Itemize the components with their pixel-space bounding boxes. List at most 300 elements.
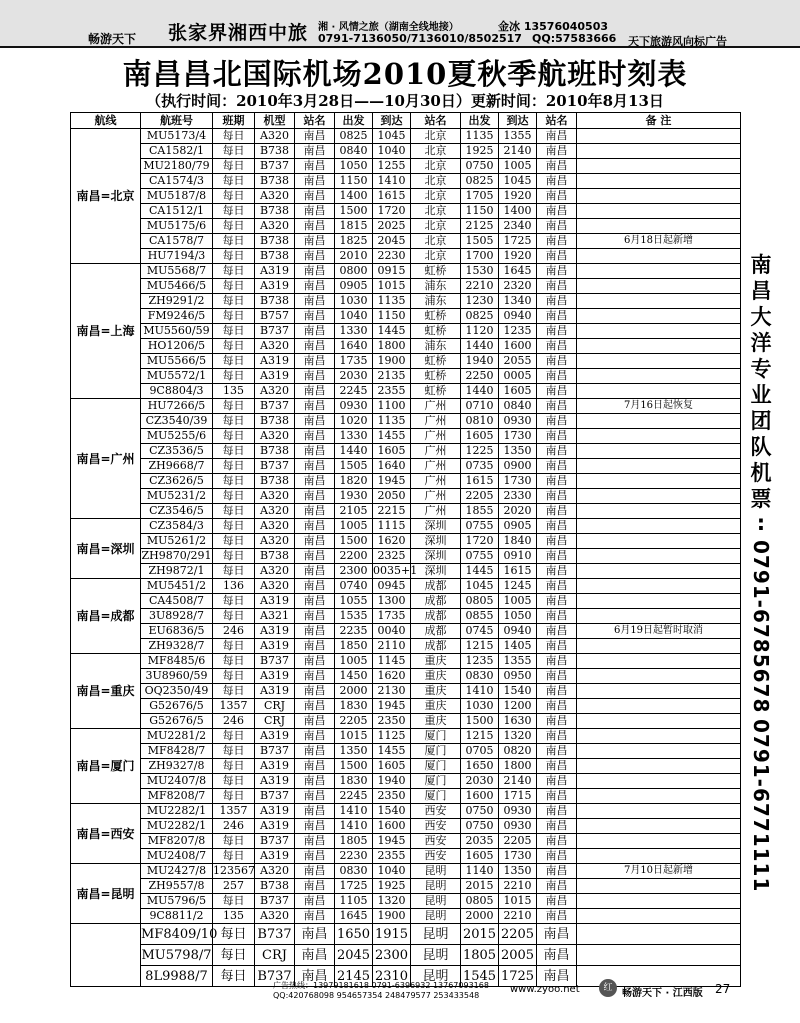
return-arrival: 0930 — [499, 804, 537, 819]
flight-number: MU2427/8 — [141, 864, 213, 879]
table-row — [71, 414, 741, 429]
departure-time: 0825 — [335, 129, 373, 144]
origin-station: 南昌 — [295, 864, 335, 879]
schedule: 每日 — [213, 594, 255, 609]
destination-station: 成都 — [411, 624, 461, 639]
departure-time: 1350 — [335, 744, 373, 759]
destination-station: 重庆 — [411, 714, 461, 729]
departure-time: 1735 — [335, 354, 373, 369]
flight-number: MU5255/6 — [141, 429, 213, 444]
arrival-time: 2350 — [373, 714, 411, 729]
return-departure: 1855 — [461, 504, 499, 519]
aircraft: A320 — [255, 519, 295, 534]
route-name: 南昌=西安 — [71, 804, 141, 864]
return-station: 南昌 — [537, 219, 577, 234]
origin-station: 南昌 — [295, 909, 335, 924]
destination-station: 西安 — [411, 834, 461, 849]
arrival-time: 2355 — [373, 849, 411, 864]
departure-time: 1850 — [335, 639, 373, 654]
schedule: 每日 — [213, 834, 255, 849]
arrival-time: 1135 — [373, 414, 411, 429]
return-arrival: 1730 — [499, 474, 537, 489]
remark — [577, 684, 741, 699]
return-station: 南昌 — [537, 909, 577, 924]
return-departure: 1445 — [461, 564, 499, 579]
return-arrival: 1800 — [499, 759, 537, 774]
schedule: 246 — [213, 819, 255, 834]
origin-station: 南昌 — [295, 639, 335, 654]
table-row — [71, 369, 741, 384]
schedule: 每日 — [213, 654, 255, 669]
arrival-time: 1320 — [373, 894, 411, 909]
schedule: 246 — [213, 624, 255, 639]
return-station: 南昌 — [537, 189, 577, 204]
origin-station: 南昌 — [295, 549, 335, 564]
arrival-time: 2310 — [373, 966, 411, 987]
table-row — [71, 564, 741, 579]
departure-time: 1640 — [335, 339, 373, 354]
origin-station: 南昌 — [295, 474, 335, 489]
arrival-time: 1015 — [373, 279, 411, 294]
table-row — [71, 309, 741, 324]
departure-time: 1410 — [335, 804, 373, 819]
flight-timetable — [70, 112, 741, 987]
arrival-time: 1455 — [373, 744, 411, 759]
origin-station: 南昌 — [295, 879, 335, 894]
schedule: 每日 — [213, 534, 255, 549]
table-row — [71, 444, 741, 459]
return-arrival: 0840 — [499, 399, 537, 414]
flight-number: ZH9328/7 — [141, 639, 213, 654]
table-header-row — [71, 113, 741, 129]
table-row — [71, 324, 741, 339]
origin-station: 南昌 — [295, 444, 335, 459]
aircraft: A319 — [255, 849, 295, 864]
destination-station: 广州 — [411, 474, 461, 489]
departure-time: 1005 — [335, 519, 373, 534]
origin-station: 南昌 — [295, 894, 335, 909]
schedule: 每日 — [213, 174, 255, 189]
table-row — [71, 744, 741, 759]
column-header: 航线 — [71, 113, 141, 129]
schedule: 每日 — [213, 669, 255, 684]
page-subtitle: （执行时间：2010年3月28日——10月30日）更新时间：2010年8月13日 — [146, 92, 664, 110]
schedule: 每日 — [213, 789, 255, 804]
return-arrival: 1920 — [499, 249, 537, 264]
return-station: 南昌 — [537, 504, 577, 519]
remark — [577, 504, 741, 519]
destination-station: 深圳 — [411, 519, 461, 534]
return-station: 南昌 — [537, 849, 577, 864]
return-station: 南昌 — [537, 414, 577, 429]
arrival-time: 1915 — [373, 924, 411, 945]
departure-time: 2245 — [335, 789, 373, 804]
return-departure: 0855 — [461, 609, 499, 624]
column-header: 站名 — [537, 113, 577, 129]
return-arrival: 0900 — [499, 459, 537, 474]
schedule: 每日 — [213, 264, 255, 279]
side-ad-char: 团 — [750, 409, 772, 433]
return-arrival: 1200 — [499, 699, 537, 714]
aircraft: A320 — [255, 189, 295, 204]
column-header: 站名 — [295, 113, 335, 129]
return-station: 南昌 — [537, 204, 577, 219]
schedule: 每日 — [213, 279, 255, 294]
return-station: 南昌 — [537, 744, 577, 759]
schedule: 每日 — [213, 189, 255, 204]
destination-station: 西安 — [411, 819, 461, 834]
side-ad-char: 票 — [750, 487, 772, 511]
remark — [577, 669, 741, 684]
remark — [577, 264, 741, 279]
origin-station: 南昌 — [295, 714, 335, 729]
aircraft: CRJ — [255, 945, 295, 966]
return-station: 南昌 — [537, 234, 577, 249]
flight-number: EU6836/5 — [141, 624, 213, 639]
arrival-time: 1605 — [373, 444, 411, 459]
table-row — [71, 774, 741, 789]
return-departure: 1440 — [461, 384, 499, 399]
flight-number: CA1578/7 — [141, 234, 213, 249]
flight-number: CZ3626/5 — [141, 474, 213, 489]
aircraft: B738 — [255, 204, 295, 219]
remark — [577, 609, 741, 624]
return-departure: 0750 — [461, 804, 499, 819]
schedule: 每日 — [213, 489, 255, 504]
flight-number: 8L9988/7 — [141, 966, 213, 987]
table-row — [71, 294, 741, 309]
aircraft: A319 — [255, 369, 295, 384]
schedule: 每日 — [213, 849, 255, 864]
arrival-time: 1600 — [373, 819, 411, 834]
destination-station: 北京 — [411, 204, 461, 219]
company-qq: QQ:57583666 — [532, 32, 617, 45]
departure-time: 1500 — [335, 759, 373, 774]
schedule: 每日 — [213, 234, 255, 249]
return-arrival: 1355 — [499, 654, 537, 669]
table-row — [71, 864, 741, 879]
return-arrival: 2005 — [499, 945, 537, 966]
return-station: 南昌 — [537, 399, 577, 414]
footer-website: www.zyoo.net — [510, 984, 580, 995]
side-ad-char: 专 — [750, 357, 772, 381]
return-arrival: 1320 — [499, 729, 537, 744]
destination-station: 广州 — [411, 489, 461, 504]
aircraft: A320 — [255, 429, 295, 444]
table-row — [71, 429, 741, 444]
return-departure: 0705 — [461, 744, 499, 759]
table-row — [71, 834, 741, 849]
origin-station: 南昌 — [295, 564, 335, 579]
aircraft: A319 — [255, 804, 295, 819]
destination-station: 虹桥 — [411, 354, 461, 369]
return-departure: 2125 — [461, 219, 499, 234]
table-row — [71, 339, 741, 354]
origin-station: 南昌 — [295, 504, 335, 519]
aircraft: B738 — [255, 549, 295, 564]
schedule: 每日 — [213, 759, 255, 774]
departure-time: 1330 — [335, 429, 373, 444]
flight-number: MU5796/5 — [141, 894, 213, 909]
return-departure: 1150 — [461, 204, 499, 219]
return-arrival: 0950 — [499, 669, 537, 684]
flight-number: CZ3546/5 — [141, 504, 213, 519]
column-header: 航班号 — [141, 113, 213, 129]
arrival-time: 1410 — [373, 174, 411, 189]
remark — [577, 129, 741, 144]
return-station: 南昌 — [537, 279, 577, 294]
arrival-time: 1455 — [373, 429, 411, 444]
flight-number: ZH9557/8 — [141, 879, 213, 894]
departure-time: 0800 — [335, 264, 373, 279]
table-row — [71, 699, 741, 714]
return-arrival: 1340 — [499, 294, 537, 309]
schedule: 每日 — [213, 774, 255, 789]
aircraft: B738 — [255, 879, 295, 894]
remark — [577, 804, 741, 819]
schedule: 每日 — [213, 444, 255, 459]
return-departure: 2000 — [461, 909, 499, 924]
departure-time: 1020 — [335, 414, 373, 429]
aircraft: B738 — [255, 144, 295, 159]
remark — [577, 879, 741, 894]
return-station: 南昌 — [537, 774, 577, 789]
column-header: 机型 — [255, 113, 295, 129]
schedule: 每日 — [213, 639, 255, 654]
table-row — [71, 684, 741, 699]
schedule: 每日 — [213, 684, 255, 699]
return-arrival: 1400 — [499, 204, 537, 219]
destination-station: 重庆 — [411, 654, 461, 669]
return-departure: 1120 — [461, 324, 499, 339]
schedule: 每日 — [213, 609, 255, 624]
destination-station: 北京 — [411, 219, 461, 234]
return-arrival: 1540 — [499, 684, 537, 699]
destination-station: 厦门 — [411, 759, 461, 774]
return-station: 南昌 — [537, 714, 577, 729]
origin-station: 南昌 — [295, 744, 335, 759]
origin-station: 南昌 — [295, 684, 335, 699]
arrival-time: 2110 — [373, 639, 411, 654]
column-header: 到达 — [373, 113, 411, 129]
departure-time: 1535 — [335, 609, 373, 624]
destination-station: 西安 — [411, 849, 461, 864]
flight-number: 3U8960/59 — [141, 669, 213, 684]
destination-station: 浦东 — [411, 279, 461, 294]
column-header: 备 注 — [577, 113, 741, 129]
aircraft: B737 — [255, 789, 295, 804]
arrival-time: 0945 — [373, 579, 411, 594]
flight-number: MU5560/59 — [141, 324, 213, 339]
return-arrival: 1350 — [499, 444, 537, 459]
footer — [0, 976, 800, 1023]
aircraft: A319 — [255, 684, 295, 699]
departure-time: 2235 — [335, 624, 373, 639]
column-header: 出发 — [461, 113, 499, 129]
destination-station: 广州 — [411, 399, 461, 414]
flight-number: MU5173/4 — [141, 129, 213, 144]
table-row — [71, 234, 741, 249]
table-row — [71, 189, 741, 204]
destination-station: 昆明 — [411, 909, 461, 924]
return-station: 南昌 — [537, 459, 577, 474]
return-departure: 0755 — [461, 549, 499, 564]
destination-station: 昆明 — [411, 945, 461, 966]
origin-station: 南昌 — [295, 624, 335, 639]
return-station: 南昌 — [537, 129, 577, 144]
aircraft: A319 — [255, 624, 295, 639]
return-station: 南昌 — [537, 534, 577, 549]
arrival-time: 1115 — [373, 519, 411, 534]
table-row — [71, 549, 741, 564]
footer-hotline: 广告热线：13979181618 0791-6396932 13767093168 — [273, 981, 489, 990]
remark: 6月19日起暂时取消 — [577, 624, 741, 639]
return-departure: 2015 — [461, 924, 499, 945]
schedule: 135 — [213, 909, 255, 924]
aircraft: A320 — [255, 504, 295, 519]
return-station: 南昌 — [537, 759, 577, 774]
arrival-time: 1900 — [373, 354, 411, 369]
remark — [577, 594, 741, 609]
schedule: 每日 — [213, 204, 255, 219]
origin-station: 南昌 — [295, 399, 335, 414]
aircraft: A321 — [255, 609, 295, 624]
return-departure: 1135 — [461, 129, 499, 144]
arrival-time: 1100 — [373, 399, 411, 414]
departure-time: 2205 — [335, 714, 373, 729]
remark — [577, 744, 741, 759]
table-row — [71, 129, 741, 144]
company-slogan: 湘 · 风情之旅（湖南全线地接） — [318, 22, 459, 33]
origin-station: 南昌 — [295, 849, 335, 864]
destination-station: 深圳 — [411, 534, 461, 549]
return-station: 南昌 — [537, 369, 577, 384]
aircraft: A319 — [255, 774, 295, 789]
return-station: 南昌 — [537, 354, 577, 369]
table-row — [71, 849, 741, 864]
departure-time: 1930 — [335, 489, 373, 504]
remark — [577, 945, 741, 966]
remark — [577, 159, 741, 174]
remark — [577, 144, 741, 159]
return-departure: 0825 — [461, 309, 499, 324]
arrival-time: 2215 — [373, 504, 411, 519]
aircraft: B737 — [255, 324, 295, 339]
flight-number: MF8428/7 — [141, 744, 213, 759]
flight-number: MU5451/2 — [141, 579, 213, 594]
destination-station: 虹桥 — [411, 324, 461, 339]
return-departure: 1215 — [461, 639, 499, 654]
arrival-time: 1255 — [373, 159, 411, 174]
origin-station: 南昌 — [295, 369, 335, 384]
destination-station: 浦东 — [411, 339, 461, 354]
flight-number: CA1574/3 — [141, 174, 213, 189]
origin-station: 南昌 — [295, 309, 335, 324]
departure-time: 1050 — [335, 159, 373, 174]
departure-time: 2030 — [335, 369, 373, 384]
return-station: 南昌 — [537, 429, 577, 444]
schedule: 1357 — [213, 804, 255, 819]
return-departure: 1605 — [461, 429, 499, 444]
route-name: 南昌=深圳 — [71, 519, 141, 579]
return-arrival: 1005 — [499, 594, 537, 609]
table-row — [71, 489, 741, 504]
return-departure: 1410 — [461, 684, 499, 699]
destination-station: 昆明 — [411, 924, 461, 945]
return-station: 南昌 — [537, 474, 577, 489]
return-departure: 1440 — [461, 339, 499, 354]
page-title: 南昌昌北国际机场2010夏秋季航班时刻表 — [122, 57, 688, 91]
destination-station: 昆明 — [411, 894, 461, 909]
return-station: 南昌 — [537, 564, 577, 579]
arrival-time: 1045 — [373, 129, 411, 144]
return-station: 南昌 — [537, 699, 577, 714]
table-row — [71, 924, 741, 945]
departure-time: 1825 — [335, 234, 373, 249]
return-station: 南昌 — [537, 609, 577, 624]
company-phones: 0791-7136050/7136010/8502517 — [318, 32, 522, 45]
remark — [577, 909, 741, 924]
return-arrival: 2340 — [499, 219, 537, 234]
schedule: 每日 — [213, 429, 255, 444]
footer-edition: 畅游天下 · 江西版 — [622, 988, 703, 999]
return-departure: 0745 — [461, 624, 499, 639]
flight-number: ZH9872/1 — [141, 564, 213, 579]
destination-station: 成都 — [411, 579, 461, 594]
return-departure: 1925 — [461, 144, 499, 159]
return-departure: 0830 — [461, 669, 499, 684]
route-name: 南昌=北京 — [71, 129, 141, 264]
departure-time: 0740 — [335, 579, 373, 594]
aircraft: CRJ — [255, 699, 295, 714]
flight-number: MU2408/7 — [141, 849, 213, 864]
destination-station: 虹桥 — [411, 309, 461, 324]
return-arrival: 0930 — [499, 414, 537, 429]
aircraft: B738 — [255, 174, 295, 189]
arrival-time: 1615 — [373, 189, 411, 204]
arrival-time: 1640 — [373, 459, 411, 474]
table-row — [71, 654, 741, 669]
flight-number: MF8207/8 — [141, 834, 213, 849]
return-station: 南昌 — [537, 894, 577, 909]
return-station: 南昌 — [537, 669, 577, 684]
schedule: 每日 — [213, 399, 255, 414]
remark — [577, 189, 741, 204]
return-station: 南昌 — [537, 684, 577, 699]
departure-time: 2200 — [335, 549, 373, 564]
table-row — [71, 144, 741, 159]
table-row — [71, 894, 741, 909]
table-row — [71, 264, 741, 279]
remark — [577, 474, 741, 489]
remark — [577, 324, 741, 339]
return-arrival: 1920 — [499, 189, 537, 204]
aircraft: B738 — [255, 444, 295, 459]
origin-station: 南昌 — [295, 819, 335, 834]
side-ad-char: 业 — [750, 383, 772, 407]
aircraft: A320 — [255, 489, 295, 504]
return-station: 南昌 — [537, 804, 577, 819]
origin-station: 南昌 — [295, 144, 335, 159]
destination-station: 北京 — [411, 174, 461, 189]
return-station: 南昌 — [537, 339, 577, 354]
remark — [577, 819, 741, 834]
aircraft: A319 — [255, 279, 295, 294]
arrival-time: 0915 — [373, 264, 411, 279]
flight-number: G52676/5 — [141, 699, 213, 714]
remark — [577, 639, 741, 654]
return-arrival: 1630 — [499, 714, 537, 729]
